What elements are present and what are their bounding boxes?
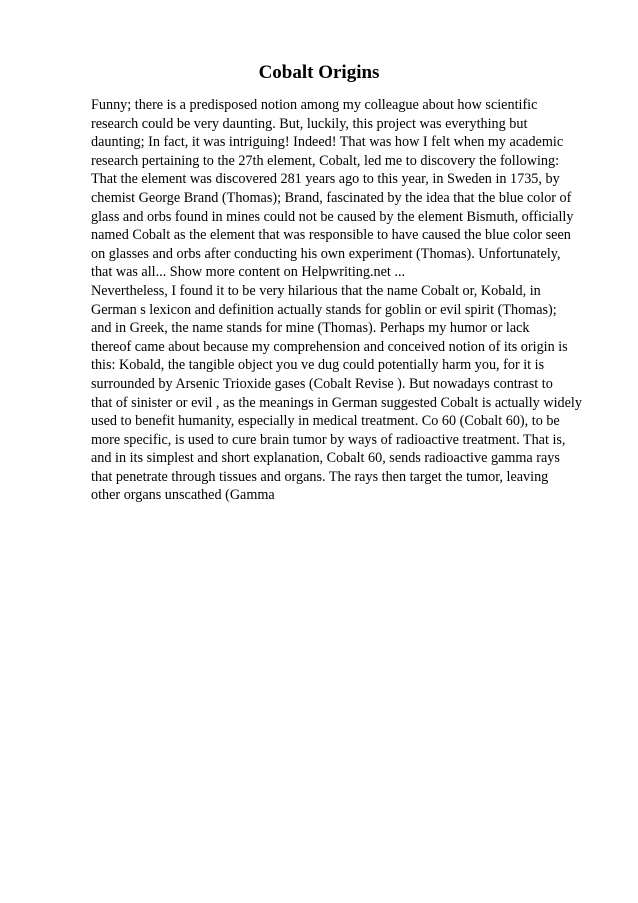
body-line: that of sinister or evil , as the meanings in German suggested Cobalt is actually widely — [91, 394, 582, 411]
body-line: Funny; there is a predisposed notion among my colleague about how scientific — [91, 97, 538, 113]
document-body — [91, 96, 611, 505]
body-line: and in its simplest and short explanation, Cobalt 60, sends radioactive gamma rays — [91, 450, 560, 467]
body-line: German s lexicon and definition actually stands for goblin or evil spirit (Thomas); — [91, 301, 557, 318]
body-line: named Cobalt as the element that was responsible to have caused the blue color seen — [91, 227, 571, 244]
body-line: thereof came about because my comprehension and conceived notion of its origin is — [91, 338, 568, 355]
body-line: research could be very daunting. But, luckily, this project was everything but — [91, 115, 528, 132]
body-line: other organs unscathed (Gamma — [91, 487, 275, 504]
body-line: chemist George Brand (Thomas); Brand, fascinated by the idea that the blue color of — [91, 189, 572, 206]
body-line: more specific, is used to cure brain tumor by ways of radioactive treatment. That is, — [91, 431, 566, 448]
body-line: used to benefit humanity, especially in medical treatment. Co 60 (Cobalt 60), to be — [91, 413, 560, 430]
body-line: that was all... Show more content on Helpwriting.net ... — [91, 264, 406, 281]
document-title: Cobalt Origins — [258, 62, 380, 83]
body-line: that penetrate through tissues and organs. The rays then target the tumor, leaving — [91, 468, 549, 485]
body-line: on glasses and orbs after conducting his own experiment (Thomas). Unfortunately, — [91, 245, 561, 262]
body-line: surrounded by Arsenic Trioxide gases (Cobalt Revise ). But nowadays contrast to — [91, 375, 553, 392]
body-line: That the element was discovered 281 years ago to this year, in Sweden in 1735, by — [91, 171, 560, 188]
body-line: glass and orbs found in mines could not be caused by the element Bismuth, officially — [91, 208, 574, 225]
body-line: this: Kobald, the tangible object you ve dug could potentially harm you, for it is — [91, 357, 545, 374]
body-line: research pertaining to the 27th element, Cobalt, led me to discovery the following: — [91, 152, 560, 169]
body-line: Nevertheless, I found it to be very hilarious that the name Cobalt or, Kobald, in — [91, 282, 541, 299]
body-line: and in Greek, the name stands for mine (Thomas). Perhaps my humor or lack — [91, 320, 530, 337]
body-line: daunting; In fact, it was intriguing! Indeed! That was how I felt when my academic — [91, 134, 564, 151]
